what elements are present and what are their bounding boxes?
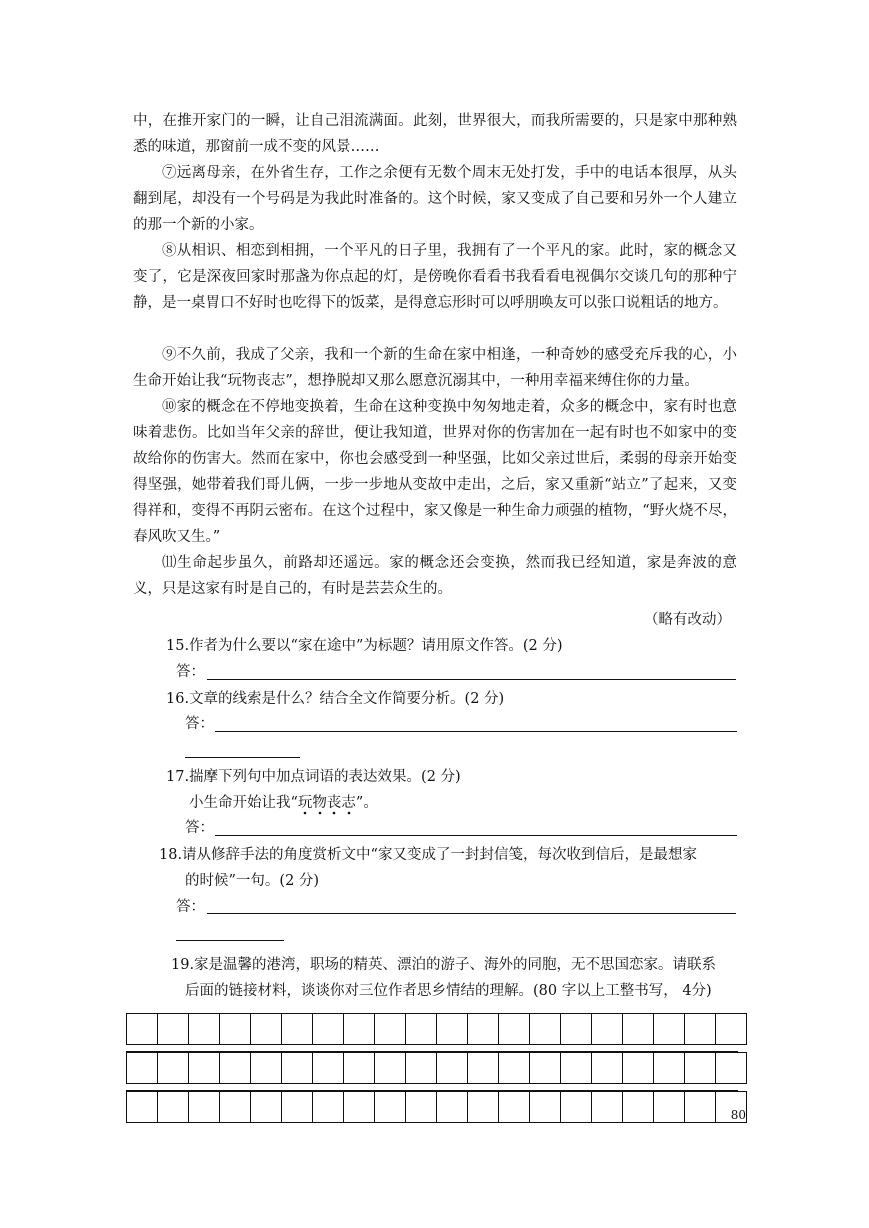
grid-cell[interactable] bbox=[406, 1014, 437, 1045]
grid-cell[interactable] bbox=[344, 1092, 375, 1123]
question-17: 17.揣摩下列句中加点词语的表达效果。(2 分) bbox=[166, 769, 461, 785]
grid-cell[interactable] bbox=[685, 1014, 716, 1045]
paragraph-9: ⑨不久前，我成了父亲，我和一个新的生命在家中相逢，一种奇妙的感受充斥我的心，小生命开始让我“玩物丧志”，想挣脱却又那么愿意沉溺其中，一种用幸福来缚住你的力量。 bbox=[133, 347, 737, 389]
grid-cell[interactable] bbox=[437, 1053, 468, 1084]
grid-cell[interactable] bbox=[716, 1053, 747, 1084]
q17-sentence-post: ”。 bbox=[355, 795, 378, 811]
grid-cell[interactable] bbox=[654, 1014, 685, 1045]
question-18-line2: 的时候”一句。(2 分) bbox=[185, 873, 320, 889]
answer-line-16[interactable] bbox=[215, 731, 737, 732]
grid-cell[interactable] bbox=[592, 1092, 623, 1123]
grid-cell[interactable] bbox=[127, 1014, 158, 1045]
answer-line-18[interactable] bbox=[207, 913, 736, 914]
grid-row-separator bbox=[126, 1083, 738, 1091]
grid-cell[interactable] bbox=[654, 1053, 685, 1084]
grid-cell-count-marker[interactable]: 80 bbox=[716, 1092, 747, 1123]
grid-cell[interactable] bbox=[406, 1053, 437, 1084]
grid-cell[interactable] bbox=[344, 1014, 375, 1045]
answer-line-16-short[interactable] bbox=[185, 757, 300, 758]
revision-note: （略有改动） bbox=[644, 612, 731, 628]
grid-cell[interactable] bbox=[561, 1014, 592, 1045]
answer-label-18: 答： bbox=[176, 899, 205, 915]
question-19-line2: 后面的链接材料，谈谈你对三位作者思乡情结的理解。(80 字以上工整书写， 4分) bbox=[185, 983, 712, 999]
grid-cell[interactable] bbox=[189, 1014, 220, 1045]
writing-grid-row-1[interactable] bbox=[126, 1013, 747, 1045]
grid-cell[interactable] bbox=[127, 1053, 158, 1084]
grid-cell[interactable] bbox=[375, 1092, 406, 1123]
grid-cell[interactable] bbox=[220, 1092, 251, 1123]
grid-cell[interactable] bbox=[592, 1053, 623, 1084]
grid-cell[interactable] bbox=[251, 1014, 282, 1045]
grid-cell[interactable] bbox=[530, 1014, 561, 1045]
emphasis-dots-icon bbox=[298, 810, 356, 816]
grid-cell[interactable] bbox=[282, 1014, 313, 1045]
grid-cell[interactable] bbox=[530, 1092, 561, 1123]
question-16: 16.文章的线索是什么？结合全文作简要分析。(2 分) bbox=[166, 691, 505, 707]
grid-cell[interactable] bbox=[251, 1053, 282, 1084]
grid-cell[interactable] bbox=[654, 1092, 685, 1123]
grid-cell[interactable] bbox=[716, 1014, 747, 1045]
grid-cell[interactable] bbox=[437, 1014, 468, 1045]
grid-cell[interactable] bbox=[344, 1053, 375, 1084]
question-18-line1: 18.请从修辞手法的角度赏析文中“家又变成了一封封信笺，每次收到信后，是最想家 bbox=[159, 847, 697, 863]
grid-cell[interactable] bbox=[561, 1053, 592, 1084]
grid-cell[interactable] bbox=[623, 1053, 654, 1084]
answer-line-18-short[interactable] bbox=[176, 940, 284, 941]
grid-cell[interactable] bbox=[313, 1053, 344, 1084]
paragraph-11: ⑾生命起步虽久，前路却还遥远。家的概念还会变换，然而我已经知道，家是奔波的意义，只是这家有时是自己的，有时是芸芸众生的。 bbox=[133, 555, 737, 597]
writing-grid-row-3[interactable] bbox=[126, 1091, 747, 1123]
question-17-sentence bbox=[189, 792, 378, 814]
paragraph-10: ⑩家的概念在不停地变换着，生命在这种变换中匆匆地走着，众多的概念中，家有时也意味着悲伤。比如当年父亲的辞世，便让我知道，世界对你的伤害加在一起有时也不如家中的变故给你的伤害大。然而在家中，你也会感受到一种坚强，比如父亲过世后，柔弱的母亲开始变得坚强，她带着我们哥儿俩，一步一步地从变故中走出，之后，家又重新“站立”了起来，又变得祥和，变得不再阴云密布。在这个过程中，家又像是一种生命力顽强的植物，“野火烧不尽，春风吹又生。” bbox=[133, 399, 737, 545]
grid-cell[interactable] bbox=[313, 1014, 344, 1045]
grid-cell[interactable] bbox=[158, 1092, 189, 1123]
paragraph-continued: 中，在推开家门的一瞬，让自己泪流满面。此刻，世界很大，而我所需要的，只是家中那种熟悉的味道，那窗前一成不变的风景…… bbox=[133, 113, 737, 155]
q17-sentence-pre: 小生命开始让我“ bbox=[189, 795, 298, 811]
paragraph-8: ⑧从相识、相恋到相拥，一个平凡的日子里，我拥有了一个平凡的家。此时，家的概念又变了，它是深夜回家时那盏为你点起的灯，是傍晚你看看书我看看电视偶尔交谈几句的那种宁静，是一桌胃口不好时也吃得下的饭菜，是得意忘形时可以呼朋唤友可以张口说粗话的地方。 bbox=[133, 243, 737, 311]
grid-cell[interactable] bbox=[685, 1092, 716, 1123]
grid-cell[interactable] bbox=[375, 1053, 406, 1084]
grid-cell[interactable] bbox=[592, 1014, 623, 1045]
grid-cell[interactable] bbox=[158, 1053, 189, 1084]
grid-cell[interactable] bbox=[561, 1092, 592, 1123]
grid-cell[interactable] bbox=[437, 1092, 468, 1123]
grid-cell[interactable] bbox=[251, 1092, 282, 1123]
grid-cell[interactable] bbox=[313, 1092, 344, 1123]
grid-cell[interactable] bbox=[220, 1014, 251, 1045]
grid-cell[interactable] bbox=[189, 1092, 220, 1123]
paragraph-7: ⑦远离母亲，在外省生存，工作之余便有无数个周末无处打发，手中的电话本很厚，从头翻到尾，却没有一个号码是为我此时准备的。这个时候，家又变成了自己要和另外一个人建立的那一个新的小家。 bbox=[133, 165, 737, 233]
answer-label-15: 答： bbox=[176, 664, 205, 680]
answer-line-15[interactable] bbox=[207, 679, 736, 680]
grid-cell[interactable] bbox=[375, 1014, 406, 1045]
grid-cell[interactable] bbox=[127, 1092, 158, 1123]
grid-cell[interactable] bbox=[158, 1014, 189, 1045]
writing-grid-row-2[interactable] bbox=[126, 1052, 747, 1084]
answer-line-17[interactable] bbox=[215, 835, 737, 836]
answer-label-17: 答： bbox=[185, 820, 214, 836]
grid-cell[interactable] bbox=[468, 1092, 499, 1123]
grid-cell[interactable] bbox=[623, 1014, 654, 1045]
question-15: 15.作者为什么要以“家在途中”为标题？请用原文作答。(2 分) bbox=[166, 638, 563, 654]
answer-label-16: 答： bbox=[185, 716, 214, 732]
grid-row-separator bbox=[126, 1044, 738, 1052]
grid-cell[interactable] bbox=[406, 1092, 437, 1123]
grid-cell[interactable] bbox=[530, 1053, 561, 1084]
q17-dotted-text: 玩物丧志 bbox=[297, 795, 356, 811]
grid-cell[interactable] bbox=[685, 1053, 716, 1084]
grid-cell[interactable] bbox=[499, 1014, 530, 1045]
grid-cell[interactable] bbox=[220, 1053, 251, 1084]
grid-cell[interactable] bbox=[499, 1092, 530, 1123]
q17-dotted-word bbox=[298, 792, 356, 814]
question-19-line1: 19.家是温馨的港湾，职场的精英、漂泊的游子、海外的同胞，无不思国恋家。请联系 bbox=[171, 957, 717, 973]
grid-cell[interactable] bbox=[468, 1053, 499, 1084]
grid-cell[interactable] bbox=[499, 1053, 530, 1084]
grid-cell[interactable] bbox=[468, 1014, 499, 1045]
grid-cell[interactable] bbox=[623, 1092, 654, 1123]
grid-cell[interactable] bbox=[282, 1092, 313, 1123]
grid-cell[interactable] bbox=[189, 1053, 220, 1084]
grid-cell[interactable] bbox=[282, 1053, 313, 1084]
